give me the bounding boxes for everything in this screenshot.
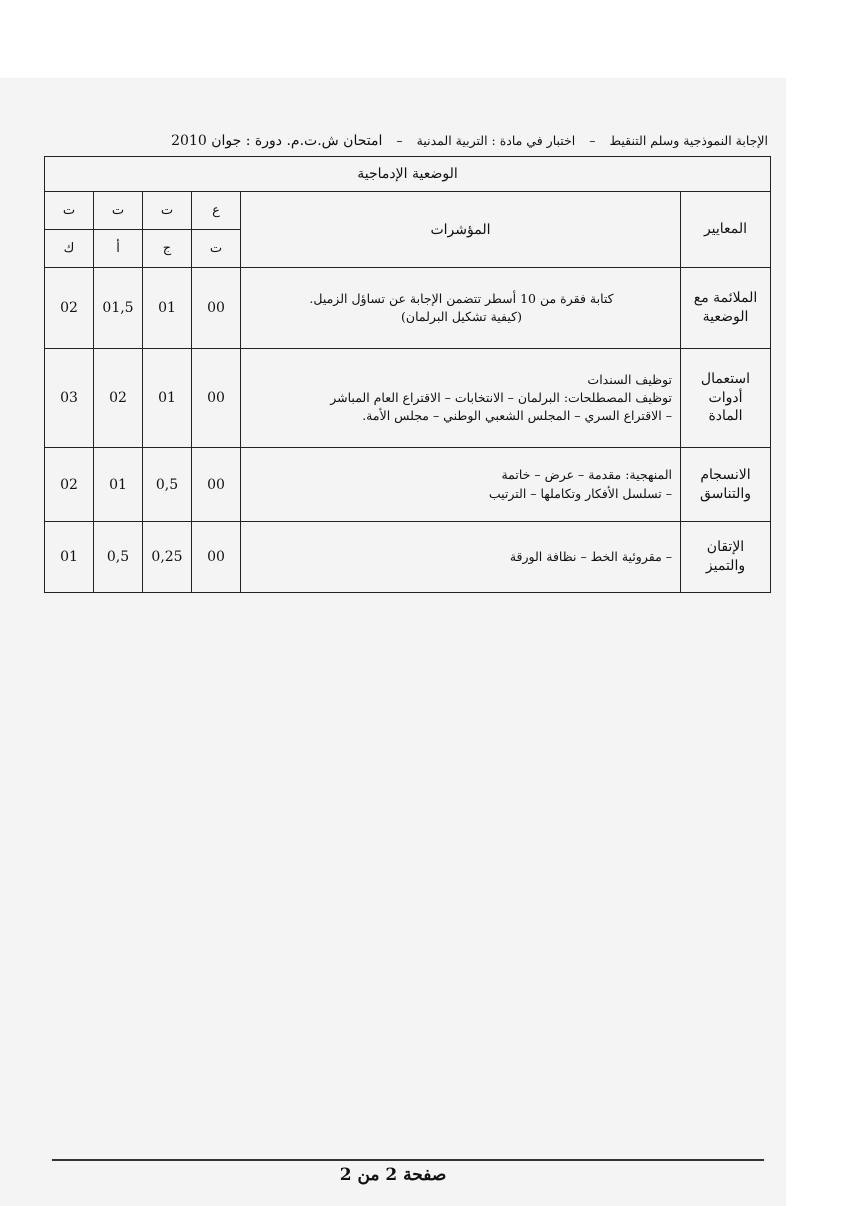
score-cell: 03	[45, 349, 94, 448]
score-header-top: ت	[45, 192, 94, 230]
header-separator: –	[589, 133, 596, 148]
criterion-cell	[681, 268, 771, 349]
footer-divider	[52, 1159, 764, 1161]
criterion-cell	[681, 349, 771, 448]
column-header-indicators: المؤشرات	[241, 192, 681, 268]
score-cell: 01	[143, 268, 192, 349]
score-cell: 00	[192, 522, 241, 593]
header-exam-session: امتحان ش.ت.م. دورة : جوان 2010	[171, 133, 383, 149]
score-cell: 02	[45, 448, 94, 522]
score-header-bottom: ك	[45, 230, 94, 268]
table-header-row	[45, 192, 771, 230]
header-subject: اختبار في مادة : التربية المدنية	[416, 133, 576, 148]
indicators-cell	[241, 448, 681, 522]
criterion-line: الوضعية	[702, 309, 749, 325]
indicator-line: توظيف السندات	[587, 371, 672, 387]
document-header	[44, 133, 768, 149]
criterion-cell	[681, 522, 771, 593]
indicator-line: (كيفية تشكيل البرلمان)	[401, 309, 522, 324]
score-cell: 02	[94, 349, 143, 448]
score-cell: 02	[45, 268, 94, 349]
score-cell: 01,5	[94, 268, 143, 349]
table-row	[45, 448, 771, 522]
criterion-line: والتميز	[705, 558, 746, 574]
score-cell: 0,5	[94, 522, 143, 593]
score-header-top: ت	[143, 192, 192, 230]
criterion-line: الملائمة مع	[693, 290, 758, 307]
indicators-cell	[241, 268, 681, 349]
score-cell: 00	[192, 268, 241, 349]
score-cell: 0,25	[143, 522, 192, 593]
score-header-bottom: ت	[192, 230, 241, 268]
indicator-line: – مقروئية الخط – نظافة الورقة	[509, 548, 672, 564]
criterion-cell	[681, 448, 771, 522]
criterion-line: استعمال	[700, 370, 751, 387]
score-cell: 0,5	[143, 448, 192, 522]
criterion-line: الإتقان	[706, 539, 745, 556]
indicators-cell	[241, 522, 681, 593]
table-title: الوضعية الإدماجية	[45, 157, 771, 192]
criterion-line: والتناسق	[699, 485, 752, 502]
header-answer-key: الإجابة النموذجية وسلم التنقيط	[609, 133, 768, 148]
score-header-top: ع	[192, 192, 241, 230]
indicators-cell	[241, 349, 681, 448]
score-cell: 01	[94, 448, 143, 522]
score-cell: 01	[143, 349, 192, 448]
table-row	[45, 268, 771, 349]
score-header-top: ت	[94, 192, 143, 230]
score-header-bottom: ج	[143, 230, 192, 268]
indicator-line: – تسلسل الأفكار وتكاملها – الترتيب	[488, 485, 672, 501]
grading-table	[44, 156, 771, 593]
column-header-criteria: المعايير	[681, 192, 771, 268]
indicator-line: كتابة فقرة من 10 أسطر تتضمن الإجابة عن تساؤل الزميل.	[309, 290, 614, 306]
criterion-line: الانسجام	[700, 466, 751, 483]
table-row	[45, 522, 771, 593]
criterion-line: المادة	[708, 408, 743, 425]
header-separator: –	[396, 133, 403, 148]
score-header-bottom: أ	[94, 230, 143, 268]
page-number: صفحة 2 من 2	[339, 1165, 447, 1185]
score-cell: 00	[192, 349, 241, 448]
indicator-line: المنهجية: مقدمة – عرض – خاتمة	[501, 467, 672, 483]
score-cell: 01	[45, 522, 94, 593]
indicator-line: – الاقتراع السري – المجلس الشعبي الوطني – مجلس الأمة.	[362, 408, 672, 424]
indicator-line: توظيف المصطلحات: البرلمان – الانتخابات – الاقتراع العام المباشر	[330, 389, 672, 405]
score-cell: 00	[192, 448, 241, 522]
criterion-line: أدوات	[708, 389, 743, 406]
table-row	[45, 349, 771, 448]
